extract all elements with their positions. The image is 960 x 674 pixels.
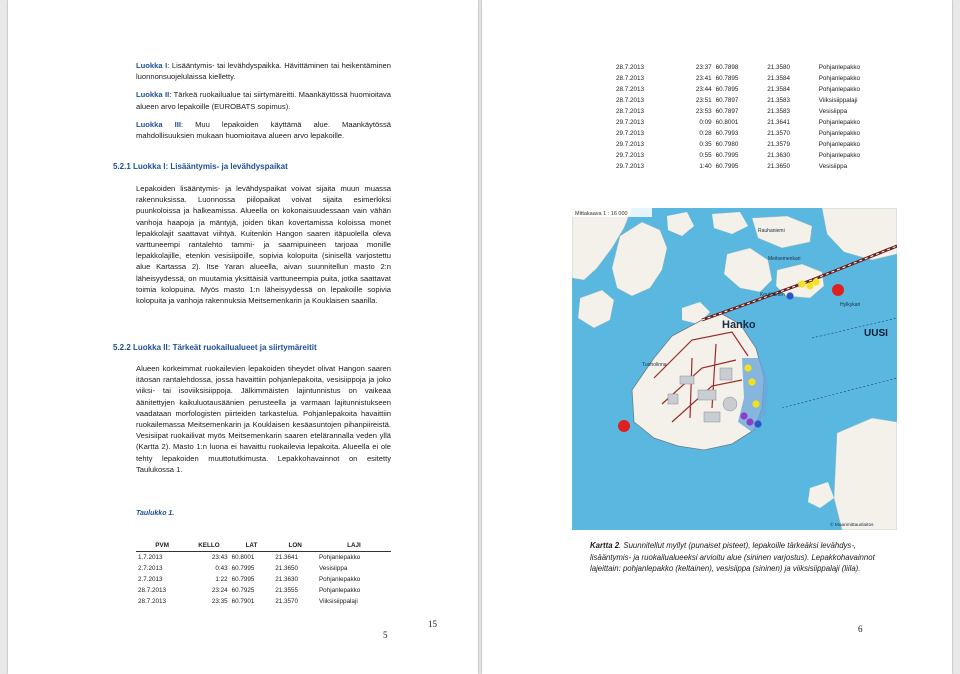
map-copyright: © Maanmittauslaitos (830, 523, 874, 528)
table-cell: Pohjanlepakko (318, 576, 361, 583)
table-cell: 29.7.2013 (616, 163, 645, 170)
table-cell: 1:40 (699, 163, 712, 170)
table-cell: 21.3570 (767, 130, 790, 137)
table-cell: Pohjanlepakko (818, 86, 861, 93)
table-cell: 29.7.2013 (616, 130, 645, 137)
map-label-tuoholinna: Tuoholinna (642, 362, 667, 368)
table-cell: Pohjanlepakko (818, 119, 861, 126)
col-header-lat: LAT (230, 540, 274, 552)
table-cell: 60.7995 (715, 152, 739, 159)
table-cell: 29.7.2013 (616, 119, 645, 126)
page-number-right: 6 (858, 624, 863, 634)
table-cell: 23:53 (695, 108, 712, 115)
table-cell: 28.7.2013 (616, 86, 645, 93)
table-cell: 23:44 (695, 86, 712, 93)
table-row (136, 563, 391, 574)
table-cell: 23:51 (695, 97, 712, 104)
table-row (614, 161, 904, 172)
sheet-number: 15 (428, 619, 437, 629)
table-cell: 60.8001 (231, 554, 255, 561)
col-header-pvm: PVM (136, 540, 188, 552)
table-cell: Pohjanlepakko (818, 64, 861, 71)
map-label-kouklainen: Kouklainen (760, 292, 785, 298)
table-row (136, 552, 391, 564)
page-number: 5 (383, 630, 388, 640)
table-cell: 23:35 (211, 598, 228, 605)
table-cell: Pohjanlepakko (318, 554, 361, 561)
obs-pohjanlepakko (806, 282, 813, 289)
class-1-line: Luokka I: Lisääntymis- tai levähdyspaikka. Hävittäminen tai heikentäminen luonnonsuojelulaissa kielletty. (136, 61, 392, 82)
table-cell: 60.7993 (715, 130, 739, 137)
table-cell: 0:43 (215, 565, 228, 572)
table-cell: 0:35 (699, 141, 712, 148)
table-cell: 60.7980 (715, 141, 739, 148)
table-cell: 60.7897 (715, 97, 739, 104)
col-header-laji: LAJI (317, 540, 391, 552)
table-cell: 0:28 (699, 130, 712, 137)
table-cell: 2.7.2013 (138, 576, 163, 583)
table-cell: Vesisiippa (318, 565, 348, 572)
table-cell: 60.8001 (715, 119, 739, 126)
table-row (614, 73, 904, 84)
table-cell: 60.7895 (715, 75, 739, 82)
table-cell: 1:22 (215, 576, 228, 583)
table-cell: 60.7995 (715, 163, 739, 170)
table-cell: Vesisiippa (818, 108, 848, 115)
table-cell: Pohjanlepakko (818, 152, 861, 159)
col-header-kello: KELLO (188, 540, 229, 552)
table-cell: 21.3579 (767, 141, 790, 148)
table-cell: Pohjanlepakko (818, 75, 861, 82)
table-cell: 0:09 (699, 119, 712, 126)
table-cell: 21.3584 (767, 75, 790, 82)
table-cell: 29.7.2013 (616, 152, 645, 159)
obs-pohjanlepakko (812, 278, 819, 285)
obs-pohjanlepakko (748, 378, 755, 385)
paragraph-1: Lepakoiden lisääntymis- ja levähdyspaikat voivat sijaita muun muassa rakennuksissa. Luonnossa piilopaikat voivat sijaita esimerkiksi puunkoloissa ja halkeamissa. Alueella on kokonaisuudessaan vain vähän vanhoja haapoja ja mäntyjä, joiden tikan kovertamissa koloissa monet lepakkolajit saattavat viihtyä. Kuitenkin Hangon saaren itäpuolella oleva varttuneempi rantalehto tammi- ja saarnipuineen tarjoaa monille lepakkolajille, etenkin vesisiipoille, sopivia kolopuita (sinisellä varjostettu alue Kartassa 2). Itse Yaran alueella, aivan suunnitellun masto 2:n läheisyydessä, on muutamia yksittäisiä varttuneempia puita, jotka saattavat toimia kolopuina. Myös masto 1:n läheisyydessä on lepakoille sopivia kolopuita ja vanhoja rakennuksia Meitsemenkarin ja Kouklaisen saarilla. (136, 184, 391, 306)
table-cell: 2.7.2013 (138, 565, 163, 572)
table-row (614, 150, 904, 161)
table-row (614, 139, 904, 150)
table-cell: 60.7895 (715, 86, 739, 93)
table-cell: 60.7995 (231, 565, 255, 572)
map-caption: Kartta 2. Suunnitellut myllyt (punaiset pisteet), lepakoille tärkeäksi levähdys-, lisääntymis- ja ruokailualueeksi arvioitu alue (sininen varjostus). Lepakkohavainnot lajeittain: pohjanlepakko (keltainen), vesisiippa (sininen) ja viiksisiippalaji (liila). (590, 541, 875, 573)
table-cell: 28.7.2013 (616, 75, 645, 82)
table-cell: 21.3555 (275, 587, 299, 594)
table-cell: 28.7.2013 (616, 64, 645, 71)
table-cell: 0:55 (699, 152, 712, 159)
map-island (834, 418, 897, 530)
paragraph-2: Alueen korkeimmat ruokailevien lepakoiden tiheydet olivat Hangon saaren itäosan rantalehdossa, jossa havaittiin pohjanlepakoita, vesisiippoja ja joko viiksi- tai isoviiksisiippoja. Jälkimmäisten lajintunnistus on vaikeaa äänitettyjen kaikuluotausäänien perusteella ja varmaan lajitunnistukseen vaadataan morfologisten piirteiden tarkastelua. Pohjanlepakoita havaittiin ruokailemassa Meitsemenkarin ja Kouklaisen kesäasuntojen pihanpiireistä. Vesisiipat ruokailivat myös Meitsemenkarin saaren etelärannalla veden yllä (Kartta 2). Masto 1:n luona ei havaittu ruokailevia lepakoita. Alueella ei ole tehty lepakoiden muuttotutkimusta. Lepakkohavainnot on esitetty Taulukossa 1. (136, 364, 391, 474)
observations-table-continued (614, 62, 904, 172)
table-cell: 23:43 (211, 554, 228, 561)
class-3-line: Luokka III: Muu lepakoiden käyttämä alue. Maankäytössä mahdollisuuksien mukaan huomioitava alueen arvo lepakoille. (136, 119, 391, 141)
table-row (614, 62, 904, 73)
table-cell: 23:41 (695, 75, 712, 82)
table-row (614, 117, 904, 128)
table-cell: 21.3583 (767, 97, 790, 104)
table-cell: 21.3630 (275, 576, 299, 583)
table-cell: 21.3630 (767, 152, 790, 159)
table-cell: 21.3583 (767, 108, 790, 115)
table-cell: 60.7901 (231, 598, 255, 605)
table-cell: 60.7898 (715, 64, 739, 71)
heading-5-2-1: 5.2.1 Luokka I: Lisääntymis- ja levähdyspaikat (113, 162, 288, 171)
map-mast-1 (618, 420, 630, 432)
map-label-uusi: UUSI (864, 328, 888, 339)
obs-vesisiippa (754, 420, 761, 427)
table-cell: 21.3584 (767, 86, 790, 93)
table-cell: 28.7.2013 (138, 587, 167, 594)
obs-pohjanlepakko (752, 400, 759, 407)
table-cell: 23:24 (211, 587, 228, 594)
class-list (136, 60, 391, 148)
table-cell: 28.7.2013 (138, 598, 167, 605)
table-row (614, 106, 904, 117)
table-cell: 29.7.2013 (616, 141, 645, 148)
map-scale-text: Mittakaava 1 : 16 000 (575, 211, 628, 217)
map-label-hanko: Hanko (722, 319, 756, 331)
obs-viiksisiippalaji (740, 412, 747, 419)
table-row (136, 596, 391, 607)
table-cell: Vesisiippa (818, 163, 848, 170)
obs-viiksisiippalaji (746, 418, 753, 425)
table-cell: Viiksisiippalaji (818, 97, 858, 104)
obs-vesisiippa (786, 292, 793, 299)
left-page (8, 0, 478, 674)
table-cell: 23:37 (695, 64, 712, 71)
table-cell: 28.7.2013 (616, 97, 645, 104)
table-cell: Pohjanlepakko (818, 141, 861, 148)
bat-survey-map (572, 208, 897, 530)
table-cell: 21.3580 (767, 64, 790, 71)
table-cell: Pohjanlepakko (818, 130, 861, 137)
table-cell: 60.7995 (231, 576, 255, 583)
table-cell: 21.3650 (767, 163, 790, 170)
heading-5-2-2: 5.2.2 Luokka II: Tärkeät ruokailualueet ja siirtymäreitit (113, 343, 317, 352)
table-cell: 1.7.2013 (138, 554, 163, 561)
table-row (614, 95, 904, 106)
table-row (136, 574, 391, 585)
obs-pohjanlepakko (798, 280, 805, 287)
table-row (614, 84, 904, 95)
right-page (482, 0, 952, 674)
table-cell: 21.3641 (275, 554, 299, 561)
map-mast-2 (832, 284, 844, 296)
table-cell: 21.3641 (767, 119, 790, 126)
col-header-lon: LON (273, 540, 317, 552)
map-label-rauhaniemi: Rauhaniemi (758, 228, 785, 234)
table-cell: Viiksisiippalaji (318, 598, 358, 605)
table-cell: Pohjanlepakko (318, 587, 361, 594)
table-cell: 28.7.2013 (616, 108, 645, 115)
obs-pohjanlepakko (744, 364, 751, 371)
table-label: Taulukko 1. (136, 510, 175, 517)
table-row (614, 128, 904, 139)
observations-table-1 (136, 540, 391, 607)
class-2-line: Luokka II: Tärkeä ruokailualue tai siirtymäreitti. Maankäytössä huomioitava alueen arvo lepakoille (EUROBATS sopimus). (136, 90, 391, 111)
table-cell: 60.7925 (231, 587, 255, 594)
table-cell: 60.7897 (715, 108, 739, 115)
table-cell: 21.3570 (275, 598, 299, 605)
map-label-meitsemenkari: Meitsemenkari (768, 256, 801, 262)
table-row (136, 585, 391, 596)
table-cell: 21.3650 (275, 565, 299, 572)
map-label-hylkykari: Hylkykari (840, 302, 861, 308)
